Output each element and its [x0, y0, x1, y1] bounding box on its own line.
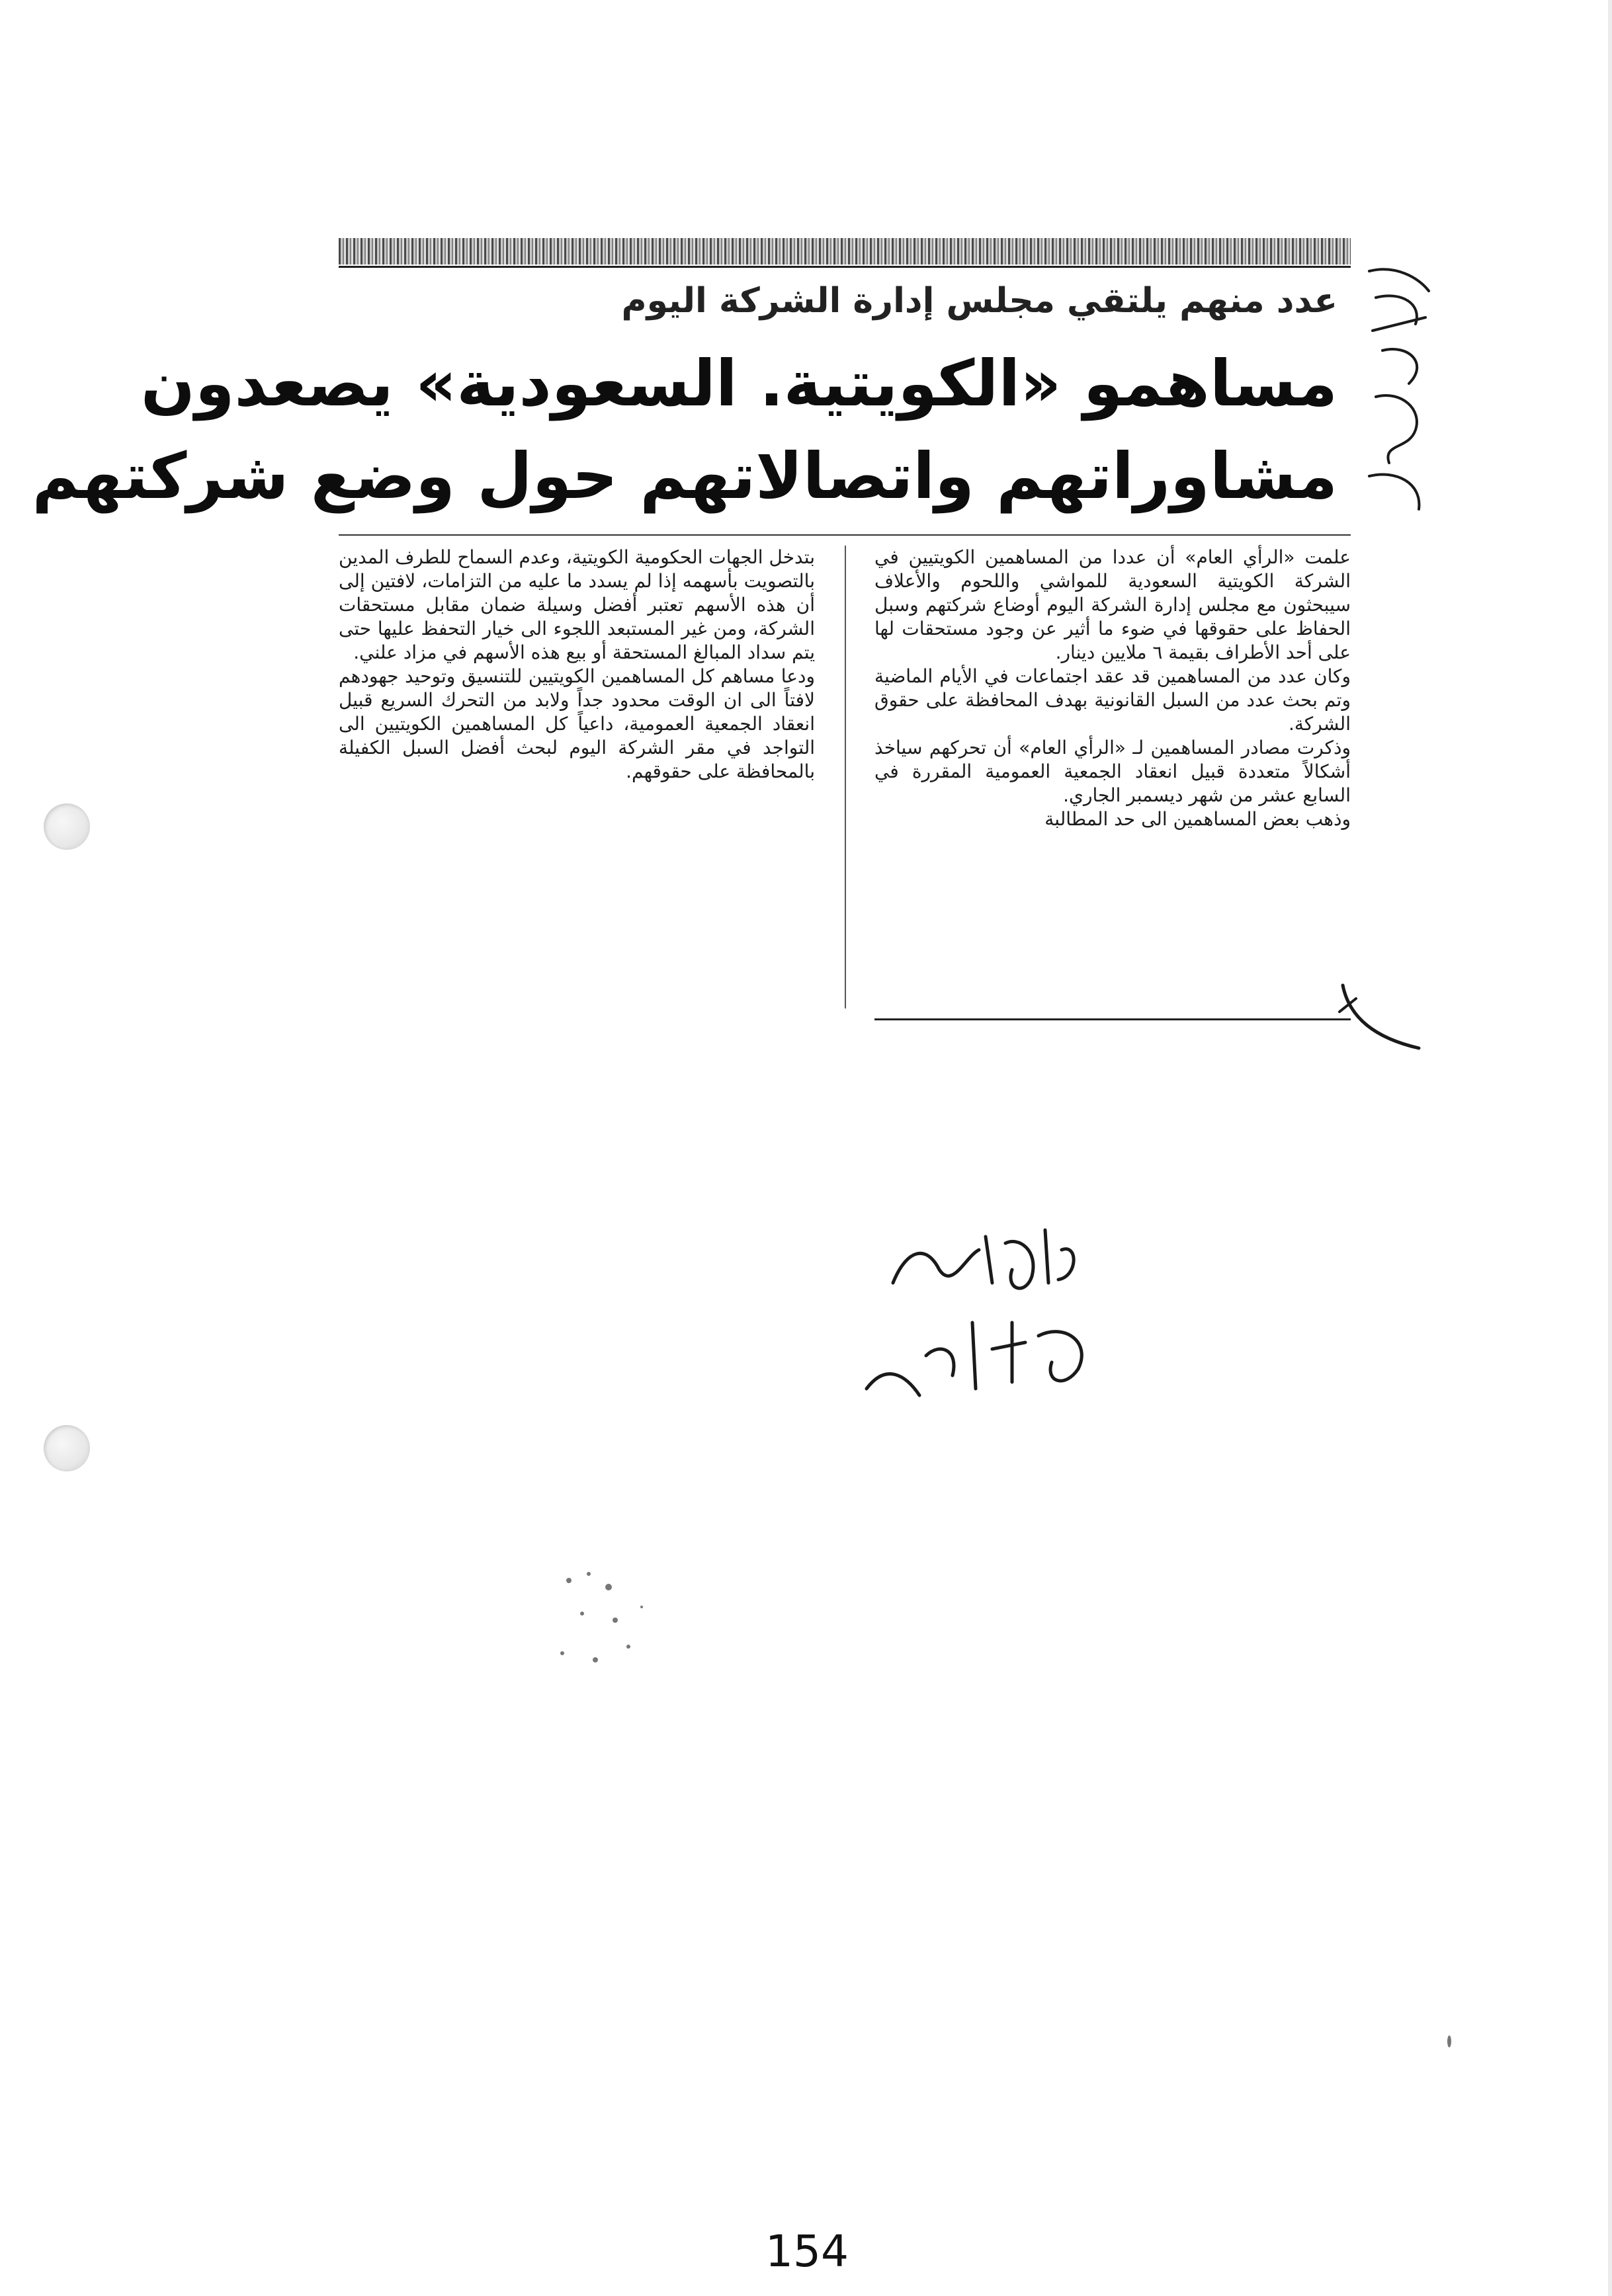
article-column-right	[874, 546, 1351, 831]
article-column-left	[339, 546, 815, 784]
ink-smudge	[542, 1554, 661, 1686]
paragraph: وكان عدد من المساهمين قد عقد اجتماعات في الأيام الماضية وتم بحث عدد من السبل القانونية بهدف المحافظة على حقوق الشركة.	[874, 665, 1351, 735]
handwritten-page-number: 154	[765, 2226, 849, 2277]
handwritten-source-note	[880, 1210, 1085, 1309]
paragraph: ودعا مساهم كل المساهمين الكويتيين للتنسيق وتوحيد جهودهم لافتاً الى ان الوقت محدود جداً ولابد من التحرك السريع قبيل انعقاد الجمعية العمومية، داعياً كل المساهمين الكويتيين الى التواجد في مقر الشركة اليوم لبحث أفضل السبل الكفيلة بالمحافظة على حقوقهم.	[339, 665, 815, 782]
scan-edge-shadow	[1608, 0, 1612, 2296]
header-texture-band	[339, 238, 1351, 265]
ink-dot	[1445, 2033, 1453, 2049]
article-end-rule	[874, 1018, 1351, 1020]
punch-hole-bottom	[44, 1425, 90, 1471]
paragraph: وذهب بعض المساهمين الى حد المطالبة	[1044, 808, 1351, 830]
newspaper-clipping	[32, 238, 1351, 1051]
paragraph: علمت «الرأي العام» أن عددا من المساهمين الكويتيين في الشركة الكويتية السعودية للمواشي واللحوم والأعلاف سيبحثون مع مجلس إدارة الشركة اليوم أوضاع شركتهم وسبل الحفاظ على حقوقها في ضوء ما أثير عن وجود مستحقات لها على أحد الأطراف بقيمة ٦ ملايين دينار.	[874, 546, 1351, 663]
paragraph: بتدخل الجهات الحكومية الكويتية، وعدم السماح للطرف المدين بالتصويت بأسهمه إذا لم يسدد ما عليه من التزامات، لافتين إلى أن هذه الأسهم تعتبر أفضل وسيلة ضمان مقابل مستحقات الشركة، ومن غير المستبعد اللجوء الى خيار التحفظ عليها حتى يتم سداد المبالغ المستحقة أو بيع هذه الأسهم في مزاد علني.	[339, 546, 815, 663]
headline-divider	[339, 534, 1351, 536]
header-rule	[339, 266, 1351, 268]
paragraph: وذكرت مصادر المساهمين لـ «الرأي العام» أن تحركهم سياخذ أشكالاً متعددة قبيل انعقاد الجمعية العمومية المقررة في السابع عشر من شهر ديسمبر الجاري.	[874, 737, 1351, 806]
pen-bracket-mark	[1336, 972, 1429, 1058]
headline-line-1: مساهمو «الكويتية. السعودية» يصعدون	[140, 347, 1337, 421]
article-kicker: عدد منهم يلتقي مجلس إدارة الشركة اليوم	[621, 281, 1337, 321]
headline-line-2: مشاوراتهم واتصالاتهم حول وضع شركتهم	[32, 439, 1337, 513]
column-divider	[845, 546, 846, 1008]
handwritten-date-note	[853, 1296, 1105, 1409]
punch-hole-top	[44, 803, 90, 850]
handwritten-margin-note	[1356, 251, 1442, 529]
